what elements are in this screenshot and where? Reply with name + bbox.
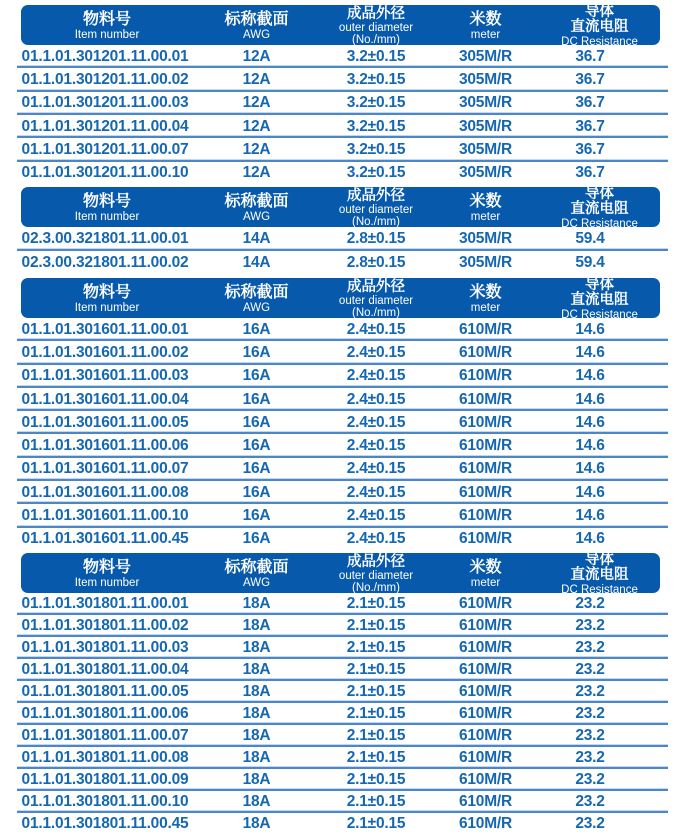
dc-resistance-cell: 23.2: [575, 660, 605, 678]
item-number-cell: 01.1.01.301601.11.00.45: [21, 530, 189, 548]
header-outer-diameter: [320, 189, 432, 229]
header-meter-en: meter: [470, 28, 501, 41]
table-row: [17, 703, 668, 725]
header-awg: [193, 560, 320, 589]
awg-cell: 18A: [242, 770, 271, 788]
item-number-cell: 01.1.01.301201.11.00.10: [21, 164, 189, 182]
outer-diameter-cell: 2.1±0.15: [346, 704, 406, 722]
header-dc-resistance: [539, 278, 660, 321]
meter-cell: 610M/R: [458, 770, 513, 788]
header-dc-resistance-zh1: 导体: [585, 4, 614, 20]
header-awg: [193, 12, 320, 41]
awg-cell: 16A: [242, 506, 271, 524]
header-outer-diameter: [320, 7, 432, 47]
table-row: [17, 388, 668, 411]
header-item-number-en: Item number: [74, 576, 140, 589]
header-outer-diameter-en2: (No./mm): [352, 307, 400, 320]
dc-resistance-cell: 23.2: [575, 594, 605, 612]
item-number-cell: 01.1.01.301601.11.00.07: [21, 460, 189, 478]
table-body-16a: [17, 318, 668, 551]
header-meter: [432, 560, 539, 589]
awg-cell: 16A: [242, 437, 271, 455]
header-dc-resistance-zh2: 直流电阻: [570, 567, 629, 584]
dc-resistance-cell: 59.4: [575, 253, 605, 271]
outer-diameter-cell: 2.1±0.15: [346, 726, 406, 744]
header-outer-diameter-zh: 成品外径: [347, 553, 405, 570]
awg-cell: 18A: [242, 660, 271, 678]
header-meter-zh: 米数: [469, 558, 502, 576]
header-awg-en: AWG: [242, 28, 271, 41]
header-outer-diameter-en2: (No./mm): [352, 582, 400, 595]
item-number-cell: 02.3.00.321801.11.00.01: [21, 229, 189, 247]
dc-resistance-cell: 14.6: [575, 390, 605, 408]
outer-diameter-cell: 2.4±0.15: [346, 413, 406, 431]
outer-diameter-cell: 2.4±0.15: [346, 530, 406, 548]
outer-diameter-cell: 2.8±0.15: [346, 229, 406, 247]
meter-cell: 610M/R: [458, 320, 513, 338]
meter-cell: 610M/R: [458, 814, 513, 832]
header-dc-resistance-zh2: 直流电阻: [570, 19, 629, 36]
dc-resistance-cell: 14.6: [575, 437, 605, 455]
item-number-cell: 01.1.01.301801.11.00.06: [21, 704, 189, 722]
header-item-number-zh: 物料号: [82, 192, 131, 210]
header-dc-resistance-zh1: 导体: [585, 551, 614, 568]
outer-diameter-cell: 2.1±0.15: [346, 682, 406, 700]
outer-diameter-cell: 2.4±0.15: [346, 460, 406, 478]
dc-resistance-cell: 36.7: [575, 47, 605, 65]
awg-cell: 12A: [242, 94, 271, 112]
table-row: [17, 504, 668, 527]
meter-cell: 305M/R: [458, 164, 513, 182]
header-outer-diameter-en1: outer diameter: [338, 294, 414, 307]
item-number-cell: 01.1.01.301201.11.00.04: [21, 117, 189, 135]
outer-diameter-cell: 3.2±0.15: [346, 70, 406, 88]
table-row: [17, 528, 668, 551]
awg-cell: 18A: [242, 726, 271, 744]
table-header-18a: [21, 551, 660, 596]
table-body-12a: [17, 45, 668, 185]
meter-cell: 610M/R: [458, 390, 513, 408]
table-row: [17, 791, 668, 813]
spec-table: [17, 5, 668, 835]
dc-resistance-cell: 23.2: [575, 682, 605, 700]
table-row: [17, 162, 668, 185]
table-row: [17, 637, 668, 659]
header-item-number: [21, 560, 193, 589]
header-awg-zh: 标称截面: [224, 10, 289, 28]
table-row: [17, 45, 668, 68]
dc-resistance-cell: 14.6: [575, 343, 605, 361]
awg-cell: 16A: [242, 320, 271, 338]
meter-cell: 610M/R: [458, 343, 513, 361]
dc-resistance-cell: 23.2: [575, 814, 605, 832]
dc-resistance-cell: 14.6: [575, 506, 605, 524]
table-row: [17, 138, 668, 161]
dc-resistance-cell: 14.6: [575, 483, 605, 501]
header-item-number-zh: 物料号: [82, 10, 131, 28]
table-row: [17, 593, 668, 615]
table-row: [17, 251, 668, 275]
dc-resistance-cell: 23.2: [575, 748, 605, 766]
outer-diameter-cell: 2.1±0.15: [346, 594, 406, 612]
meter-cell: 305M/R: [458, 94, 513, 112]
header-item-number: [21, 194, 193, 223]
header-outer-diameter-en2: (No./mm): [352, 34, 400, 47]
dc-resistance-cell: 14.6: [575, 530, 605, 548]
header-dc-resistance-zh2: 直流电阻: [570, 201, 629, 218]
item-number-cell: 01.1.01.301801.11.00.02: [21, 616, 189, 634]
dc-resistance-cell: 23.2: [575, 770, 605, 788]
table-header-12a: [21, 4, 660, 48]
dc-resistance-cell: 23.2: [575, 704, 605, 722]
header-item-number: [21, 12, 193, 41]
awg-cell: 18A: [242, 704, 271, 722]
header-outer-diameter-zh: 成品外径: [347, 5, 405, 22]
header-dc-resistance-en: DC Resistance: [561, 583, 638, 596]
header-dc-resistance: [539, 5, 660, 48]
header-item-number: [21, 285, 193, 314]
meter-cell: 610M/R: [458, 530, 513, 548]
table-row: [17, 615, 668, 637]
dc-resistance-cell: 23.2: [575, 616, 605, 634]
table-row: [17, 341, 668, 364]
awg-cell: 18A: [242, 792, 271, 810]
dc-resistance-cell: 14.6: [575, 367, 605, 385]
header-awg: [193, 194, 320, 223]
header-dc-resistance-en: DC Resistance: [561, 308, 638, 321]
table-row: [17, 115, 668, 138]
awg-cell: 18A: [242, 616, 271, 634]
meter-cell: 305M/R: [458, 253, 513, 271]
awg-cell: 12A: [242, 164, 271, 182]
outer-diameter-cell: 2.1±0.15: [346, 792, 406, 810]
outer-diameter-cell: 2.4±0.15: [346, 390, 406, 408]
dc-resistance-cell: 23.2: [575, 726, 605, 744]
outer-diameter-cell: 2.8±0.15: [346, 253, 406, 271]
header-dc-resistance-en: DC Resistance: [561, 35, 638, 48]
item-number-cell: 01.1.01.301801.11.00.09: [21, 770, 189, 788]
item-number-cell: 01.1.01.301601.11.00.04: [21, 390, 189, 408]
dc-resistance-cell: 59.4: [575, 229, 605, 247]
item-number-cell: 01.1.01.301601.11.00.06: [21, 437, 189, 455]
meter-cell: 610M/R: [458, 638, 513, 656]
meter-cell: 610M/R: [458, 660, 513, 678]
awg-cell: 18A: [242, 682, 271, 700]
item-number-cell: 02.3.00.321801.11.00.02: [21, 253, 189, 271]
awg-cell: 16A: [242, 343, 271, 361]
header-meter-zh: 米数: [469, 192, 502, 210]
header-dc-resistance-zh1: 导体: [585, 185, 614, 202]
item-number-cell: 01.1.01.301801.11.00.45: [21, 814, 189, 832]
header-dc-resistance: [539, 553, 660, 596]
meter-cell: 610M/R: [458, 594, 513, 612]
outer-diameter-cell: 2.4±0.15: [346, 320, 406, 338]
header-outer-diameter: [320, 280, 432, 320]
outer-diameter-cell: 3.2±0.15: [346, 140, 406, 158]
table-body-14a: [17, 227, 668, 275]
header-outer-diameter-zh: 成品外径: [347, 187, 405, 204]
header-meter: [432, 285, 539, 314]
meter-cell: 610M/R: [458, 682, 513, 700]
item-number-cell: 01.1.01.301201.11.00.02: [21, 70, 189, 88]
header-outer-diameter-en2: (No./mm): [352, 216, 400, 229]
item-number-cell: 01.1.01.301801.11.00.03: [21, 638, 189, 656]
item-number-cell: 01.1.01.301601.11.00.05: [21, 413, 189, 431]
table-row: [17, 659, 668, 681]
header-outer-diameter-en1: outer diameter: [338, 21, 414, 34]
meter-cell: 610M/R: [458, 460, 513, 478]
awg-cell: 16A: [242, 460, 271, 478]
meter-cell: 610M/R: [458, 437, 513, 455]
outer-diameter-cell: 2.4±0.15: [346, 437, 406, 455]
table-row: [17, 813, 668, 835]
awg-cell: 16A: [242, 390, 271, 408]
table-row: [17, 681, 668, 703]
item-number-cell: 01.1.01.301601.11.00.03: [21, 367, 189, 385]
awg-cell: 16A: [242, 413, 271, 431]
meter-cell: 610M/R: [458, 704, 513, 722]
dc-resistance-cell: 36.7: [575, 70, 605, 88]
dc-resistance-cell: 36.7: [575, 94, 605, 112]
meter-cell: 305M/R: [458, 47, 513, 65]
header-outer-diameter-zh: 成品外径: [347, 278, 405, 295]
header-item-number-en: Item number: [74, 28, 140, 41]
table-row: [17, 747, 668, 769]
meter-cell: 610M/R: [458, 367, 513, 385]
header-outer-diameter-en1: outer diameter: [338, 203, 414, 216]
header-meter-zh: 米数: [469, 283, 502, 301]
awg-cell: 16A: [242, 367, 271, 385]
awg-cell: 14A: [242, 253, 271, 271]
dc-resistance-cell: 23.2: [575, 638, 605, 656]
outer-diameter-cell: 3.2±0.15: [346, 94, 406, 112]
table-row: [17, 92, 668, 115]
header-dc-resistance-zh1: 导体: [585, 276, 614, 293]
header-meter-zh: 米数: [469, 10, 502, 28]
meter-cell: 610M/R: [458, 792, 513, 810]
meter-cell: 610M/R: [458, 483, 513, 501]
outer-diameter-cell: 2.1±0.15: [346, 616, 406, 634]
dc-resistance-cell: 14.6: [575, 413, 605, 431]
awg-cell: 12A: [242, 47, 271, 65]
item-number-cell: 01.1.01.301801.11.00.01: [21, 594, 189, 612]
awg-cell: 12A: [242, 70, 271, 88]
header-awg-en: AWG: [242, 301, 271, 314]
header-meter-en: meter: [470, 301, 501, 314]
header-awg-zh: 标称截面: [224, 283, 289, 301]
header-item-number-zh: 物料号: [82, 558, 131, 576]
item-number-cell: 01.1.01.301201.11.00.07: [21, 140, 189, 158]
meter-cell: 610M/R: [458, 616, 513, 634]
header-dc-resistance-en: DC Resistance: [561, 217, 638, 230]
table-row: [17, 365, 668, 388]
dc-resistance-cell: 36.7: [575, 164, 605, 182]
table-row: [17, 411, 668, 434]
header-item-number-en: Item number: [74, 210, 140, 223]
header-awg: [193, 285, 320, 314]
outer-diameter-cell: 2.4±0.15: [346, 367, 406, 385]
meter-cell: 610M/R: [458, 506, 513, 524]
item-number-cell: 01.1.01.301201.11.00.01: [21, 47, 189, 65]
meter-cell: 305M/R: [458, 229, 513, 247]
awg-cell: 16A: [242, 530, 271, 548]
awg-cell: 12A: [242, 117, 271, 135]
outer-diameter-cell: 2.4±0.15: [346, 343, 406, 361]
table-row: [17, 481, 668, 504]
item-number-cell: 01.1.01.301801.11.00.04: [21, 660, 189, 678]
meter-cell: 610M/R: [458, 413, 513, 431]
outer-diameter-cell: 2.1±0.15: [346, 770, 406, 788]
table-row: [17, 458, 668, 481]
item-number-cell: 01.1.01.301801.11.00.07: [21, 726, 189, 744]
header-meter: [432, 194, 539, 223]
table-row: [17, 227, 668, 251]
table-body-18a: [17, 593, 668, 835]
table-row: [17, 725, 668, 747]
item-number-cell: 01.1.01.301201.11.00.03: [21, 94, 189, 112]
header-awg-zh: 标称截面: [224, 192, 289, 210]
table-row: [17, 68, 668, 91]
awg-cell: 18A: [242, 638, 271, 656]
header-awg-en: AWG: [242, 576, 271, 589]
item-number-cell: 01.1.01.301601.11.00.02: [21, 343, 189, 361]
item-number-cell: 01.1.01.301601.11.00.01: [21, 320, 189, 338]
outer-diameter-cell: 2.1±0.15: [346, 660, 406, 678]
outer-diameter-cell: 2.1±0.15: [346, 748, 406, 766]
awg-cell: 18A: [242, 748, 271, 766]
item-number-cell: 01.1.01.301801.11.00.05: [21, 682, 189, 700]
awg-cell: 14A: [242, 229, 271, 247]
header-meter: [432, 12, 539, 41]
outer-diameter-cell: 2.1±0.15: [346, 638, 406, 656]
outer-diameter-cell: 2.1±0.15: [346, 814, 406, 832]
header-item-number-zh: 物料号: [82, 283, 131, 301]
awg-cell: 16A: [242, 483, 271, 501]
outer-diameter-cell: 3.2±0.15: [346, 47, 406, 65]
table-header-14a: [21, 185, 660, 230]
header-meter-en: meter: [470, 576, 501, 589]
header-awg-en: AWG: [242, 210, 271, 223]
meter-cell: 610M/R: [458, 748, 513, 766]
header-meter-en: meter: [470, 210, 501, 223]
item-number-cell: 01.1.01.301601.11.00.10: [21, 506, 189, 524]
item-number-cell: 01.1.01.301801.11.00.10: [21, 792, 189, 810]
meter-cell: 305M/R: [458, 140, 513, 158]
dc-resistance-cell: 23.2: [575, 792, 605, 810]
outer-diameter-cell: 2.4±0.15: [346, 483, 406, 501]
header-awg-zh: 标称截面: [224, 558, 289, 576]
item-number-cell: 01.1.01.301801.11.00.08: [21, 748, 189, 766]
outer-diameter-cell: 3.2±0.15: [346, 164, 406, 182]
awg-cell: 12A: [242, 140, 271, 158]
dc-resistance-cell: 36.7: [575, 140, 605, 158]
item-number-cell: 01.1.01.301601.11.00.08: [21, 483, 189, 501]
dc-resistance-cell: 36.7: [575, 117, 605, 135]
table-row: [17, 318, 668, 341]
header-outer-diameter-en1: outer diameter: [338, 569, 414, 582]
table-row: [17, 434, 668, 457]
header-dc-resistance: [539, 187, 660, 230]
awg-cell: 18A: [242, 594, 271, 612]
header-item-number-en: Item number: [74, 301, 140, 314]
meter-cell: 305M/R: [458, 70, 513, 88]
dc-resistance-cell: 14.6: [575, 460, 605, 478]
meter-cell: 305M/R: [458, 117, 513, 135]
dc-resistance-cell: 14.6: [575, 320, 605, 338]
header-dc-resistance-zh2: 直流电阻: [570, 292, 629, 309]
awg-cell: 18A: [242, 814, 271, 832]
outer-diameter-cell: 2.4±0.15: [346, 506, 406, 524]
table-header-16a: [21, 276, 660, 321]
table-row: [17, 769, 668, 791]
meter-cell: 610M/R: [458, 726, 513, 744]
header-outer-diameter: [320, 555, 432, 595]
outer-diameter-cell: 3.2±0.15: [346, 117, 406, 135]
